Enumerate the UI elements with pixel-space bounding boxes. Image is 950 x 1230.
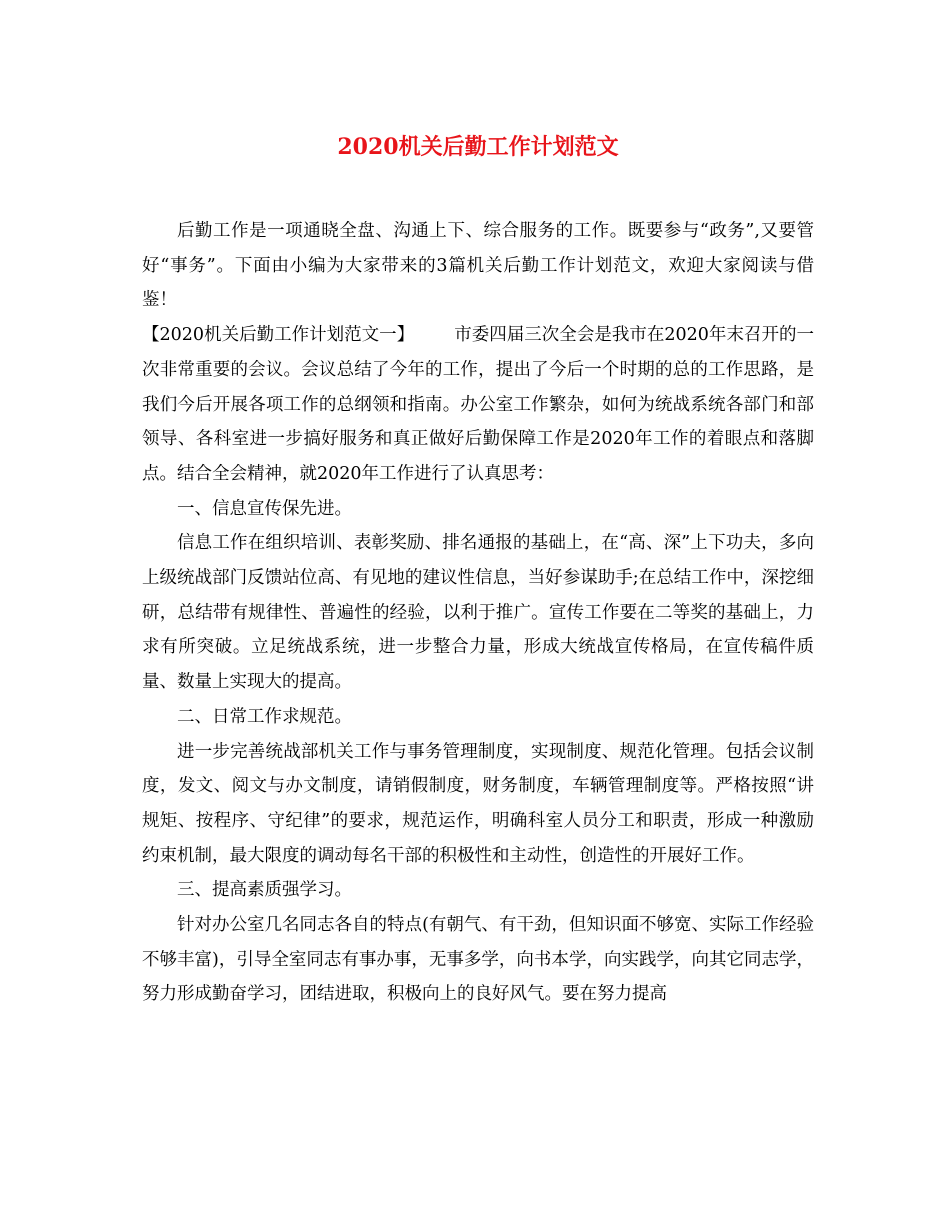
paragraph-1: 信息工作在组织培训、表彰奖励、排名通报的基础上，在“高、深”上下功夫，多向上级统战部门反馈站位高、有见地的建议性信息，当好参谋助手;在总结工作中，深挖细研，总结带有规律性、普遍性的经验，以利于推广。宣传工作要在二等奖的基础上，力求有所突破。立足统战系统，进一步整合力量，形成大统战宣传格局，在宣传稿件质量、数量上实现大的提高。 [142,533,814,693]
section-first-paragraph [142,318,814,492]
paragraph-3: 针对办公室几名同志各自的特点(有朝气、有干劲，但知识面不够宽、实际工作经验不够丰富)，引导全室同志有事办事，无事多学，向书本学，向实践学，向其它同志学，努力形成勤奋学习，团结进取，积极向上的良好风气。要在努力提高 [142,915,814,1005]
heading-3: 三、提高素质强学习。 [177,880,352,901]
section-first-paragraph-text: 市委四届三次全会是我市在2020年末召开的一次非常重要的会议。会议总结了今年的工作，提出了今后一个时期的总的工作思路，是我们今后开展各项工作的总纲领和指南。办公室工作繁杂，如何为统战系统各部门和部领导、各科室进一步搞好服务和真正做好后勤保障工作是2020年工作的着眼点和落脚点。结合全会精神，就2020年工作进行了认真思考： [142,325,814,484]
heading-2: 二、日常工作求规范。 [177,706,352,727]
intro-paragraph: 后勤工作是一项通晓全盘、沟通上下、综合服务的工作。既要参与“政务”,又要管好“事务”。下面由小编为大家带来的3篇机关后勤工作计划范文，欢迎大家阅读与借鉴！ [142,221,814,311]
paragraph-2: 进一步完善统战部机关工作与事务管理制度，实现制度、规范化管理。包括会议制度，发文、阅文与办文制度，请销假制度，财务制度，车辆管理制度等。严格按照“讲规矩、按程序、守纪律”的要求，规范运作，明确科室人员分工和职责，形成一种激励约束机制，最大限度的调动每名干部的积极性和主动性，创造性的开展好工作。 [142,741,814,866]
document-body [142,214,814,1012]
heading-1: 一、信息宣传保先进。 [177,498,352,519]
section-heading: 【2020机关后勤工作计划范文一】 [142,325,415,346]
document-title: 2020机关后勤工作计划范文 [337,134,619,160]
